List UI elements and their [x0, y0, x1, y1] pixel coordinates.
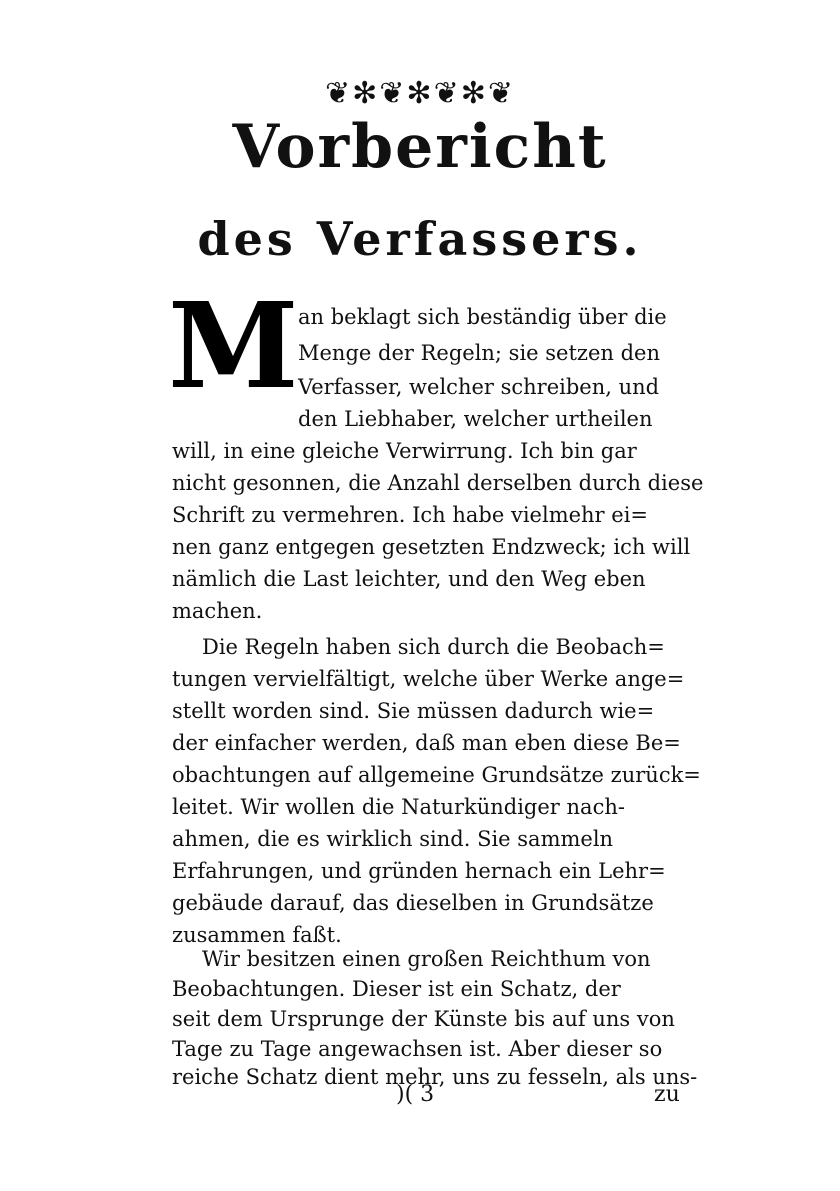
paragraph-line: seit dem Ursprunge der Künste bis auf uns von — [172, 1007, 675, 1031]
paragraph-line: tungen vervielfältigt, welche über Werke ange= — [172, 667, 685, 691]
paragraph-line: obachtungen auf allgemeine Grundsätze zurück= — [172, 763, 701, 787]
paragraph-line: Die Regeln haben sich durch die Beobach= — [202, 635, 665, 659]
paragraph-line: stellt worden sind. Sie müssen dadurch wie= — [172, 699, 655, 723]
drop-cap: M — [168, 276, 299, 415]
page-title: Vorbericht — [232, 112, 608, 182]
paragraph-line: Tage zu Tage angewachsen ist. Aber dieser so — [172, 1037, 663, 1061]
paragraph-line: Wir besitzen einen großen Reichthum von — [202, 947, 651, 971]
paragraph-line: machen. — [172, 599, 263, 623]
paragraph-line: Schrift zu vermehren. Ich habe vielmehr ei= — [172, 503, 649, 527]
signature-mark: )( 3 — [396, 1082, 435, 1107]
header-ornament: ❦✻❦✻❦✻❦ — [325, 76, 515, 111]
paragraph-line: ahmen, die es wirklich sind. Sie sammeln — [172, 827, 614, 851]
paragraph-line: Menge der Regeln; sie setzen den — [298, 341, 661, 365]
paragraph-line: nicht gesonnen, die Anzahl derselben durch diese — [172, 471, 704, 495]
paragraph-line: Beobachtungen. Dieser ist ein Schatz, der — [172, 977, 621, 1001]
paragraph-line: reiche Schatz dient mehr, uns zu fesseln, als uns- — [172, 1065, 698, 1089]
paragraph-line: der einfacher werden, daß man eben diese Be= — [172, 731, 681, 755]
paragraph-line: will, in eine gleiche Verwirrung. Ich bin gar — [172, 439, 637, 463]
paragraph-line: Verfasser, welcher schreiben, und — [298, 375, 660, 399]
page-subtitle: des Verfassers. — [197, 212, 643, 266]
paragraph-line: leitet. Wir wollen die Naturkündiger nach- — [172, 795, 625, 819]
paragraph-line: nen ganz entgegen gesetzten Endzweck; ich will — [172, 535, 691, 559]
catchword: zu — [654, 1082, 680, 1107]
paragraph-line: zusammen faßt. — [172, 923, 342, 947]
paragraph-line: Erfahrungen, und gründen hernach ein Lehr= — [172, 859, 666, 883]
paragraph-line: den Liebhaber, welcher urtheilen — [298, 407, 653, 431]
paragraph-line: gebäude darauf, das dieselben in Grundsätze — [172, 891, 654, 915]
paragraph-line: an beklagt sich beständig über die — [298, 305, 667, 329]
paragraph-line: nämlich die Last leichter, und den Weg eben — [172, 567, 646, 591]
